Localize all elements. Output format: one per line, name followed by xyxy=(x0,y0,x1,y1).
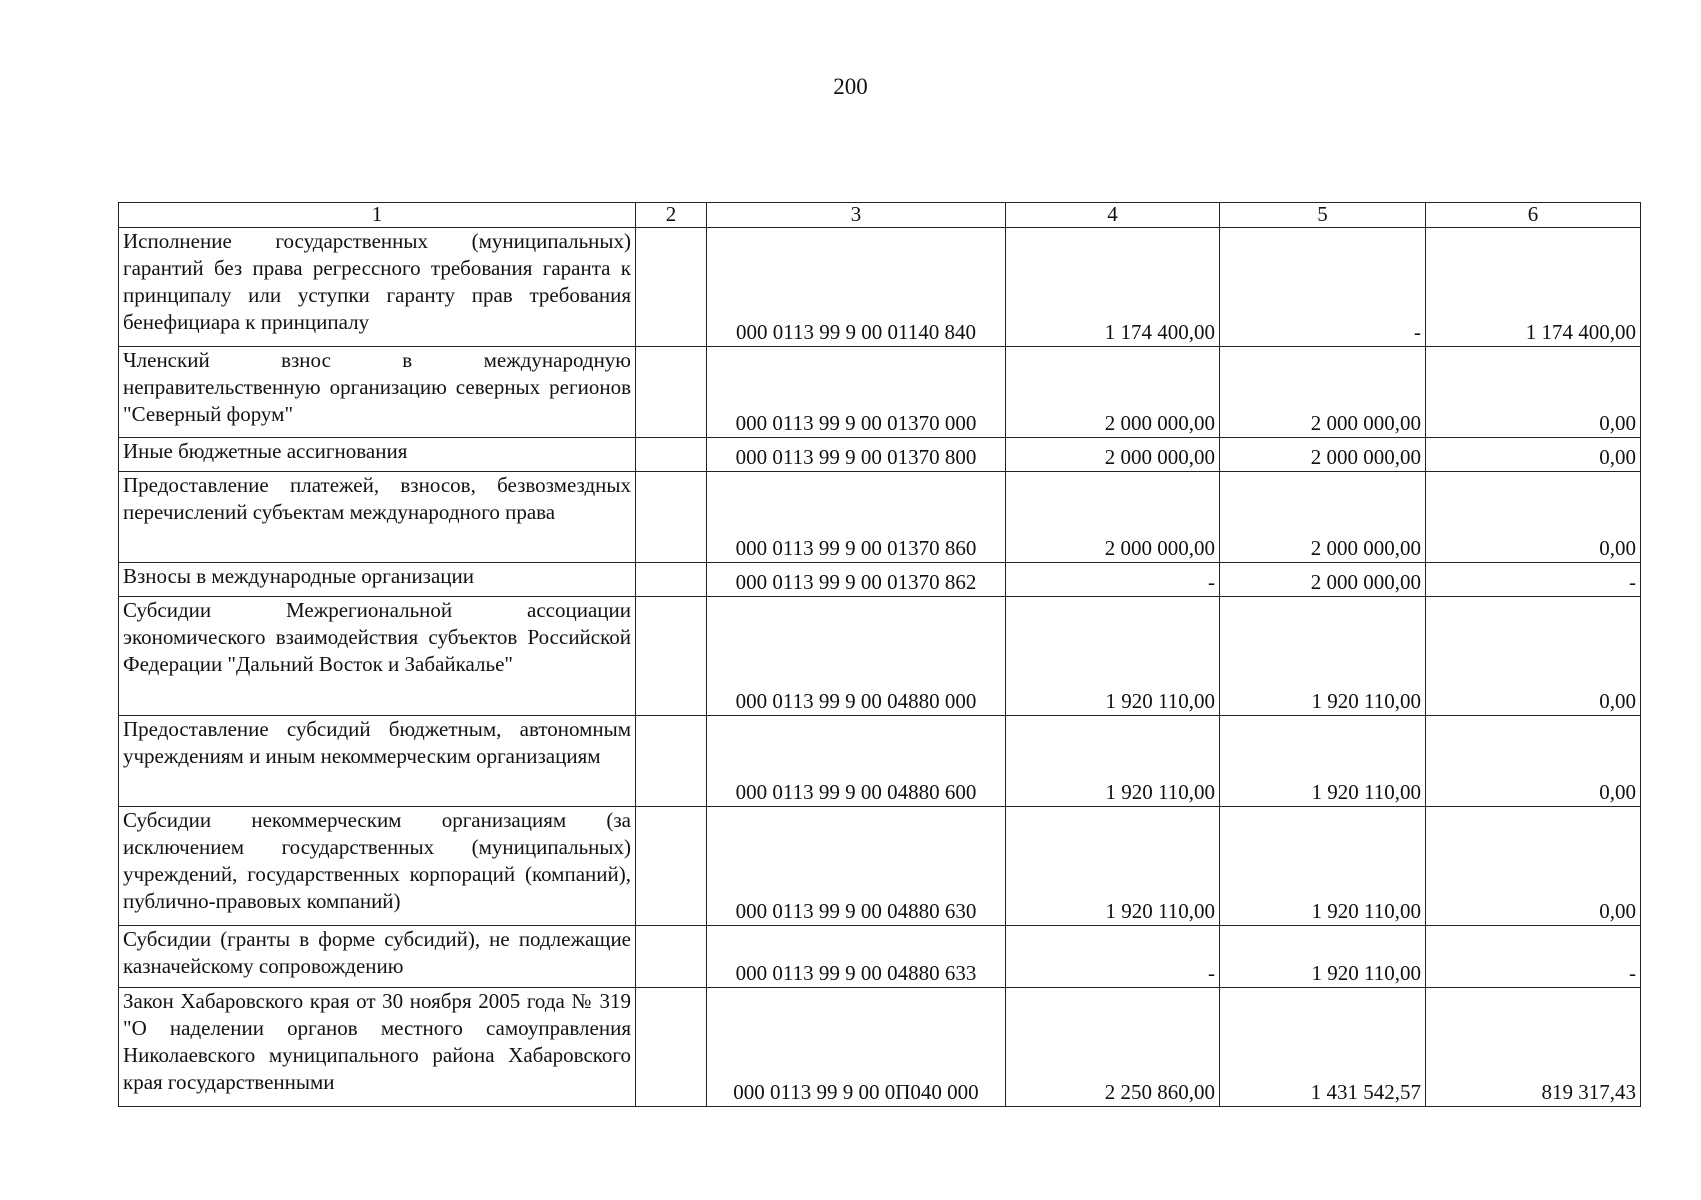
row-value-6: 0,00 xyxy=(1426,716,1641,807)
row-code: 000 0113 99 9 00 04880 630 xyxy=(707,807,1006,926)
row-code: 000 0113 99 9 00 04880 633 xyxy=(707,926,1006,988)
column-number-row xyxy=(119,203,1641,228)
column-header: 5 xyxy=(1220,203,1426,228)
table-row xyxy=(119,926,1641,988)
column-header: 3 xyxy=(707,203,1006,228)
table-row xyxy=(119,988,1641,1107)
row-value-6: 0,00 xyxy=(1426,807,1641,926)
row-value-4: 2 000 000,00 xyxy=(1006,472,1220,563)
table-row xyxy=(119,716,1641,807)
row-value-6: 819 317,43 xyxy=(1426,988,1641,1107)
row-value-4: 2 000 000,00 xyxy=(1006,438,1220,472)
row-value-6: 0,00 xyxy=(1426,438,1641,472)
row-code: 000 0113 99 9 00 01370 860 xyxy=(707,472,1006,563)
row-value-6: 0,00 xyxy=(1426,347,1641,438)
table-row xyxy=(119,563,1641,597)
row-code: 000 0113 99 9 00 01140 840 xyxy=(707,228,1006,347)
row-value-5: 2 000 000,00 xyxy=(1220,563,1426,597)
row-value-5: 2 000 000,00 xyxy=(1220,472,1426,563)
row-col2 xyxy=(636,438,707,472)
column-header: 6 xyxy=(1426,203,1641,228)
budget-table xyxy=(118,202,1641,1107)
table-row xyxy=(119,807,1641,926)
table-row xyxy=(119,472,1641,563)
row-col2 xyxy=(636,807,707,926)
row-value-4: - xyxy=(1006,563,1220,597)
row-code: 000 0113 99 9 00 04880 000 xyxy=(707,597,1006,716)
column-header: 4 xyxy=(1006,203,1220,228)
row-code: 000 0113 99 9 00 0П040 000 xyxy=(707,988,1006,1107)
row-code: 000 0113 99 9 00 01370 000 xyxy=(707,347,1006,438)
table-row xyxy=(119,347,1641,438)
row-value-5: 2 000 000,00 xyxy=(1220,438,1426,472)
page-number: 200 xyxy=(833,74,868,99)
row-col2 xyxy=(636,472,707,563)
row-value-6: 0,00 xyxy=(1426,597,1641,716)
row-name: Иные бюджетные ассигнования xyxy=(119,438,636,472)
table-row xyxy=(119,438,1641,472)
row-name: Предоставление платежей, взносов, безвозмездных перечислений субъектам международного права xyxy=(119,472,636,563)
row-code: 000 0113 99 9 00 01370 800 xyxy=(707,438,1006,472)
row-value-5: 2 000 000,00 xyxy=(1220,347,1426,438)
row-value-4: 1 920 110,00 xyxy=(1006,597,1220,716)
row-code: 000 0113 99 9 00 01370 862 xyxy=(707,563,1006,597)
row-name: Членский взнос в международную неправительственную организацию северных регионов "Северный форум" xyxy=(119,347,636,438)
row-value-5: 1 920 110,00 xyxy=(1220,716,1426,807)
row-value-4: 2 000 000,00 xyxy=(1006,347,1220,438)
row-value-6: 1 174 400,00 xyxy=(1426,228,1641,347)
row-name: Предоставление субсидий бюджетным, автономным учреждениям и иным некоммерческим организациям xyxy=(119,716,636,807)
row-name: Закон Хабаровского края от 30 ноября 2005 года № 319 "О наделении органов местного самоуправления Николаевского муниципального района Хабаровского края государственными xyxy=(119,988,636,1107)
table-row xyxy=(119,228,1641,347)
row-value-5: 1 431 542,57 xyxy=(1220,988,1426,1107)
row-name: Субсидии некоммерческим организациям (за исключением государственных (муниципальных) учреждений, государственных корпораций (компаний), публично-правовых компаний) xyxy=(119,807,636,926)
row-value-6: 0,00 xyxy=(1426,472,1641,563)
column-header: 2 xyxy=(636,203,707,228)
row-col2 xyxy=(636,988,707,1107)
table-row xyxy=(119,597,1641,716)
row-code: 000 0113 99 9 00 04880 600 xyxy=(707,716,1006,807)
row-value-5: 1 920 110,00 xyxy=(1220,597,1426,716)
row-col2 xyxy=(636,926,707,988)
row-value-4: 1 920 110,00 xyxy=(1006,807,1220,926)
column-header: 1 xyxy=(119,203,636,228)
row-col2 xyxy=(636,347,707,438)
row-value-6: - xyxy=(1426,563,1641,597)
row-value-5: - xyxy=(1220,228,1426,347)
row-name: Субсидии Межрегиональной ассоциации экономического взаимодействия субъектов Российской Федерации "Дальний Восток и Забайкалье" xyxy=(119,597,636,716)
row-col2 xyxy=(636,563,707,597)
row-col2 xyxy=(636,716,707,807)
row-value-5: 1 920 110,00 xyxy=(1220,926,1426,988)
row-value-6: - xyxy=(1426,926,1641,988)
row-name: Субсидии (гранты в форме субсидий), не подлежащие казначейскому сопровождению xyxy=(119,926,636,988)
row-value-4: 2 250 860,00 xyxy=(1006,988,1220,1107)
row-value-4: 1 174 400,00 xyxy=(1006,228,1220,347)
row-col2 xyxy=(636,228,707,347)
row-col2 xyxy=(636,597,707,716)
row-name: Взносы в международные организации xyxy=(119,563,636,597)
row-value-5: 1 920 110,00 xyxy=(1220,807,1426,926)
row-value-4: 1 920 110,00 xyxy=(1006,716,1220,807)
row-value-4: - xyxy=(1006,926,1220,988)
row-name: Исполнение государственных (муниципальных) гарантий без права регрессного требования гаранта к принципалу или уступки гаранту прав требования бенефициара к принципалу xyxy=(119,228,636,347)
